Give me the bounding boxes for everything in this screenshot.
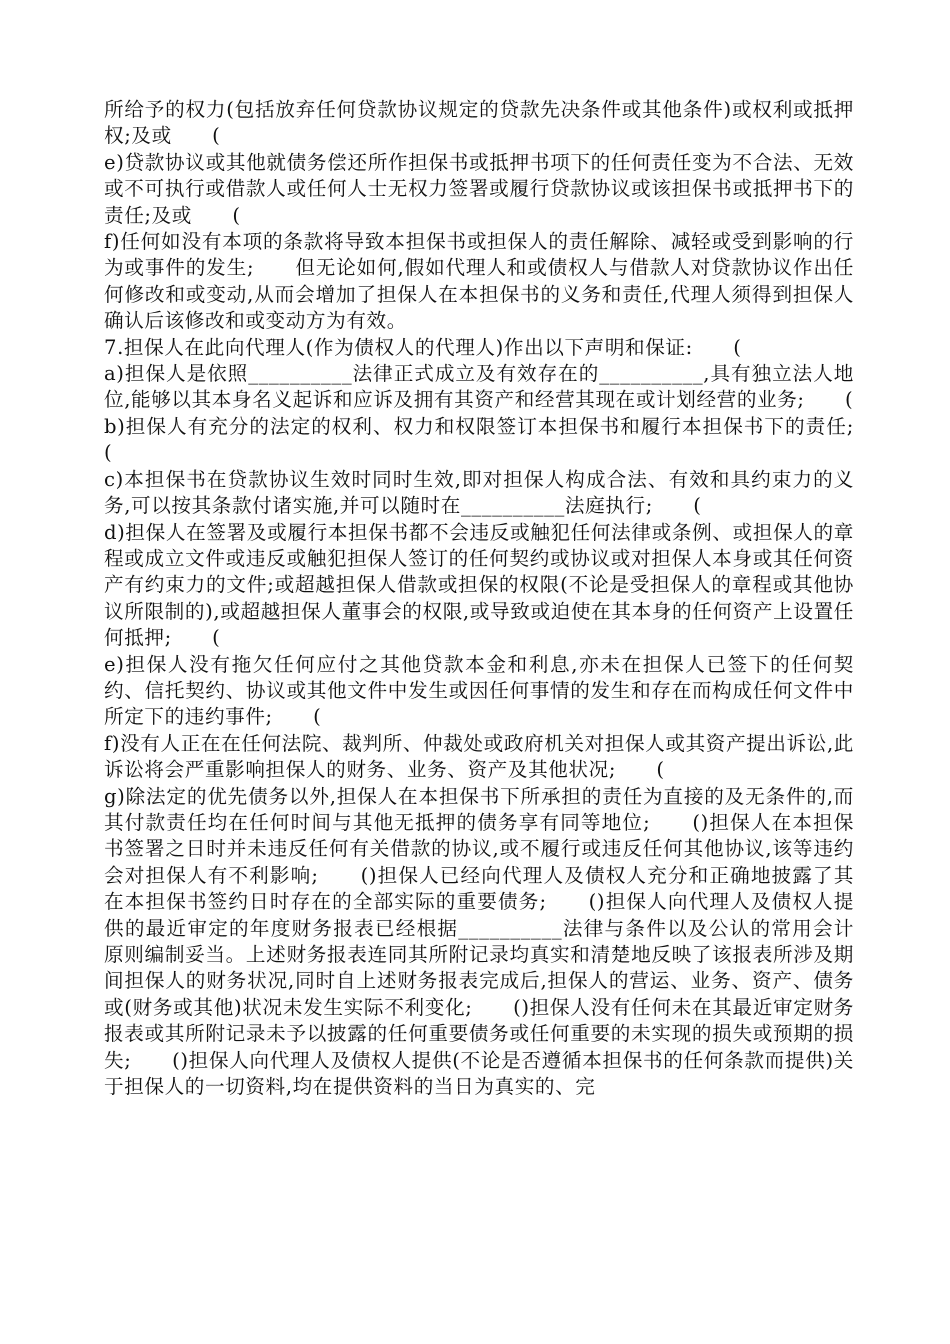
paragraph-section-7-heading: 7.担保人在此向代理人(作为债权人的代理人)作出以下声明和保证: (	[104, 335, 742, 359]
paragraph-7g: g)除法定的优先债务以外,担保人在本担保书下所承担的责任为直接的及无条件的,而其付款责任均在任何时间与其他无抵押的债务享有同等地位; ()担保人在本担保书签署之日时并未违反任何有关借款的协议,或不履行或违反任何其他协议,该等违约会对担保人有不利影响; ()担保人已经向代理人及债权人充分和正确地披露了其在本担保书签约日时存在的全部实际的重要债务; ()担保人向代理人及债权人提供的最近审定的年度财务报表已经根据__________法律与条件以及公认的常用会计原则编制妥当。上述财务报表连同其所附记录均真实和清楚地反映了该报表所涉及期间担保人的财务状况,同时自上述财务报表完成后,担保人的营运、业务、资产、债务或(财务或其他)状况未发生实际不利变化; ()担保人没有任何未在其最近审定财务报表或其所附记录未予以披露的任何重要债务或任何重要的未实现的损失或预期的损失; ()担保人向代理人及债权人提供(不论是否遵循本担保书的任何条款而提供)关于担保人的一切资料,均在提供资料的当日为真实的、完	[104, 784, 854, 1099]
paragraph-7f: f)没有人正在在任何法院、裁判所、仲裁处或政府机关对担保人或其资产提出诉讼,此诉讼将会严重影响担保人的财务、业务、资产及其他状况; (	[104, 731, 854, 782]
paragraph-7c: c)本担保书在贷款协议生效时同时生效,即对担保人构成合法、有效和具约束力的义务,可以按其条款付诸实施,并可以随时在__________法庭执行; (	[104, 467, 854, 518]
paragraph-7d: d)担保人在签署及或履行本担保书都不会违反或触犯任何法律或条例、或担保人的章程或成立文件或违反或触犯担保人签订的任何契约或协议或对担保人本身或其任何资产有约束力的文件;或超越担保人借款或担保的权限(不论是受担保人的章程或其他协议所限制的),或超越担保人董事会的权限,或导致或迫使在其本身的任何资产上设置任何抵押; (	[104, 520, 854, 650]
paragraph-7b: b)担保人有充分的法定的权利、权力和权限签订本担保书和履行本担保书下的责任; (	[104, 414, 895, 465]
paragraph-7e: e)担保人没有拖欠任何应付之其他贷款本金和利息,亦未在担保人已签下的任何契约、信托契约、协议或其他文件中发生或因任何事情的发生和存在而构成任何文件中所定下的违约事件; (	[104, 652, 854, 729]
paragraph-clause-e: e)贷款协议或其他就债务偿还所作担保书或抵押书项下的任何责任变为不合法、无效或不可执行或借款人或任何人士无权力签署或履行贷款协议或该担保书或抵押书下的责任;及或 (	[104, 150, 854, 227]
document-page	[104, 97, 895, 1100]
paragraph-power-clause: 所给予的权力(包括放弃任何贷款协议规定的贷款先决条件或其他条件)或权利或抵押权;及或 (	[104, 98, 854, 148]
paragraph-clause-f: f)任何如没有本项的条款将导致本担保书或担保人的责任解除、减轻或受到影响的行为或事件的发生; 但无论如何,假如代理人和或债权人与借款人对贷款协议作出任何修改和或变动,从而会增加了担保人在本担保书的义务和责任,代理人须得到担保人确认后该修改和或变动方为有效。	[104, 230, 854, 333]
paragraph-7a: a)担保人是依照__________法律正式成立及有效存在的__________,具有独立法人地位,能够以其本身名义起诉和应诉及拥有其资产和经营其现在或计划经营的业务; (	[104, 362, 854, 412]
